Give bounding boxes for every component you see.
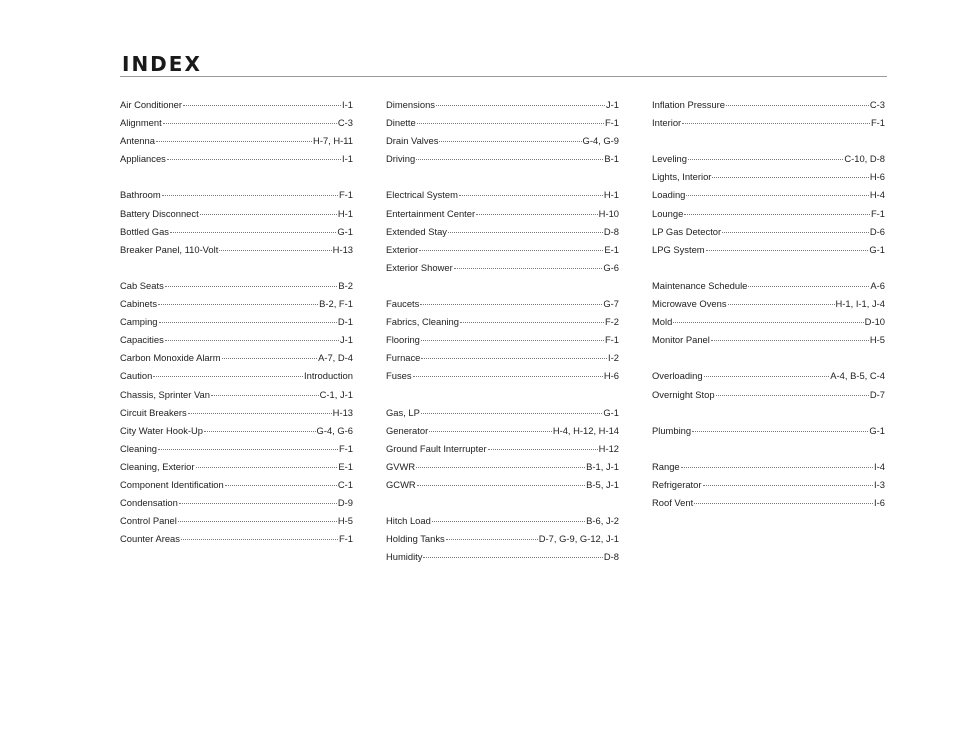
index-spacer <box>652 349 885 367</box>
dot-leader <box>488 449 598 450</box>
index-entry <box>652 458 885 476</box>
index-term: Maintenance Schedule <box>652 279 748 291</box>
index-page-ref: H-6 <box>603 370 619 382</box>
index-page-ref: G-1 <box>337 225 353 237</box>
dot-leader <box>423 557 602 558</box>
index-entry <box>120 277 353 295</box>
index-entry <box>386 530 619 548</box>
index-page-ref: H-10 <box>598 207 619 219</box>
index-term: Entertainment Center <box>386 207 476 219</box>
index-term: Generator <box>386 424 429 436</box>
index-entry <box>652 386 885 404</box>
dot-leader <box>454 268 603 269</box>
dot-leader <box>681 467 873 468</box>
index-term: Monitor Panel <box>652 334 710 346</box>
index-page-ref: I-1 <box>342 153 353 165</box>
index-term: LP Gas Detector <box>652 225 722 237</box>
index-page-ref: Introduction <box>304 370 353 382</box>
index-term: Electrical System <box>386 189 458 201</box>
index-entry <box>386 259 619 277</box>
index-page-ref: D-9 <box>337 497 353 509</box>
index-entry <box>120 150 353 168</box>
index-entry <box>386 205 619 223</box>
index-entry <box>120 349 353 367</box>
index-page-ref: H-1, I-1, J-4 <box>835 298 885 310</box>
index-term: Cabinets <box>120 298 158 310</box>
index-column-3 <box>652 96 885 512</box>
index-entry <box>120 96 353 114</box>
index-entry <box>120 241 353 259</box>
index-spacer <box>386 386 619 404</box>
dot-leader <box>688 159 843 160</box>
index-page-ref: C-3 <box>337 117 353 129</box>
index-spacer <box>120 168 353 186</box>
index-column-2 <box>386 96 619 566</box>
dot-leader <box>162 195 338 196</box>
index-term: Caution <box>120 370 153 382</box>
dot-leader <box>460 322 604 323</box>
index-term: Alignment <box>120 117 162 129</box>
dot-leader <box>703 485 874 486</box>
index-term: Overloading <box>652 370 703 382</box>
index-term: Condensation <box>120 497 178 509</box>
dot-leader <box>712 177 868 178</box>
index-term: Mold <box>652 316 673 328</box>
dot-leader <box>429 431 552 432</box>
index-entry <box>386 114 619 132</box>
dot-leader <box>706 250 869 251</box>
index-page-ref: I-4 <box>874 460 885 472</box>
index-entry <box>386 349 619 367</box>
index-entry <box>652 150 885 168</box>
index-entry <box>120 223 353 241</box>
index-term: Refrigerator <box>652 478 702 490</box>
index-entry <box>652 241 885 259</box>
index-entry <box>386 295 619 313</box>
index-page-ref: D-7, G-9, G-12, J-1 <box>538 533 619 545</box>
dot-leader <box>726 105 869 106</box>
dot-leader <box>417 123 604 124</box>
dot-leader <box>436 105 605 106</box>
index-term: Air Conditioner <box>120 99 183 110</box>
index-page-ref: B-5, J-1 <box>586 478 619 490</box>
index-term: Cleaning <box>120 442 158 454</box>
index-term: Hitch Load <box>386 515 431 527</box>
index-entry <box>386 150 619 168</box>
index-page-ref: B-2 <box>338 279 353 291</box>
index-page-ref: E-1 <box>604 243 619 255</box>
index-page-ref: H-6 <box>869 171 885 183</box>
index-page-ref: B-1 <box>604 153 619 165</box>
index-entry <box>652 422 885 440</box>
index-page-ref: H-1 <box>337 207 353 219</box>
index-page-ref: J-1 <box>605 99 619 110</box>
index-page-ref: J-1 <box>339 334 353 346</box>
index-spacer <box>386 168 619 186</box>
index-entry <box>386 313 619 331</box>
index-entry <box>652 295 885 313</box>
dot-leader <box>682 123 870 124</box>
dot-leader <box>158 304 318 305</box>
index-term: Lounge <box>652 207 684 219</box>
dot-leader <box>704 376 830 377</box>
index-term: Breaker Panel, 110-Volt <box>120 243 219 255</box>
index-page-ref: H-7, H-11 <box>313 135 353 147</box>
index-term: Overnight Stop <box>652 388 715 400</box>
dot-leader <box>476 214 598 215</box>
dot-leader <box>183 105 341 106</box>
index-term: Carbon Monoxide Alarm <box>120 352 221 364</box>
index-term: Faucets <box>386 298 420 310</box>
index-term: Battery Disconnect <box>120 207 199 219</box>
index-page-ref: A-7, D-4 <box>318 352 353 364</box>
dot-leader <box>684 214 870 215</box>
index-entry <box>386 476 619 494</box>
dot-leader <box>417 485 585 486</box>
index-entry <box>652 223 885 241</box>
index-page-ref: D-1 <box>337 316 353 328</box>
index-page-ref: I-3 <box>874 478 885 490</box>
index-page-ref: F-1 <box>604 117 619 129</box>
index-entry <box>120 331 353 349</box>
index-entry <box>120 132 353 150</box>
index-page-ref: H-13 <box>332 243 353 255</box>
index-page-ref: E-1 <box>338 460 353 472</box>
index-entry <box>386 367 619 385</box>
dot-leader <box>156 141 312 142</box>
dot-leader <box>159 322 337 323</box>
index-term: Lights, Interior <box>652 171 712 183</box>
index-entry <box>386 132 619 150</box>
index-spacer <box>386 277 619 295</box>
dot-leader <box>179 503 337 504</box>
index-entry <box>386 186 619 204</box>
index-term: City Water Hook-Up <box>120 424 204 436</box>
index-page-ref: F-1 <box>870 207 885 219</box>
index-page-ref: H-4 <box>869 189 885 201</box>
dot-leader <box>188 413 332 414</box>
index-page-ref: C-1 <box>337 478 353 490</box>
index-term: Control Panel <box>120 515 177 527</box>
dot-leader <box>416 467 585 468</box>
index-page-ref: G-4, G-6 <box>316 424 353 436</box>
dot-leader <box>421 340 604 341</box>
dot-leader <box>196 467 338 468</box>
index-page-ref: H-4, H-12, H-14 <box>552 424 619 436</box>
index-term: Gas, LP <box>386 406 420 418</box>
index-entry <box>120 476 353 494</box>
index-entry <box>120 404 353 422</box>
index-page-ref: H-5 <box>869 334 885 346</box>
dot-leader <box>416 159 603 160</box>
index-entry <box>386 548 619 566</box>
dot-leader <box>728 304 835 305</box>
index-entry <box>652 114 885 132</box>
index-entry <box>386 223 619 241</box>
index-page-ref: A-4, B-5, C-4 <box>830 370 885 382</box>
index-entry <box>120 114 353 132</box>
index-term: Furnace <box>386 352 421 364</box>
index-term: Extended Stay <box>386 225 447 237</box>
index-term: Cleaning, Exterior <box>120 460 195 472</box>
dot-leader <box>222 358 318 359</box>
index-entry <box>386 241 619 259</box>
index-term: Driving <box>386 153 416 165</box>
index-term: Counter Areas <box>120 533 180 545</box>
index-entry <box>120 440 353 458</box>
index-entry <box>652 186 885 204</box>
index-term: Holding Tanks <box>386 533 445 545</box>
dot-leader <box>421 413 602 414</box>
index-page-ref: D-8 <box>603 225 619 237</box>
index-term: Fabrics, Cleaning <box>386 316 459 328</box>
index-page-ref: B-2, F-1 <box>319 298 353 310</box>
dot-leader <box>211 395 319 396</box>
index-page-ref: H-13 <box>332 406 353 418</box>
index-entry <box>652 331 885 349</box>
dot-leader <box>711 340 869 341</box>
dot-leader <box>692 431 868 432</box>
index-entry <box>652 168 885 186</box>
index-page-ref: F-1 <box>338 442 353 454</box>
index-entry <box>120 295 353 313</box>
dot-leader <box>167 159 341 160</box>
index-term: Component Identification <box>120 478 224 490</box>
dot-leader <box>181 539 338 540</box>
index-term: Capacities <box>120 334 164 346</box>
index-page-ref: I-6 <box>874 497 885 509</box>
index-column-1 <box>120 96 353 548</box>
index-term: Ground Fault Interrupter <box>386 442 487 454</box>
dot-leader <box>448 232 603 233</box>
index-page-ref: B-1, J-1 <box>586 460 619 472</box>
index-page-ref: C-3 <box>869 99 885 110</box>
dot-leader <box>673 322 863 323</box>
index-entry <box>120 205 353 223</box>
index-page-ref: F-1 <box>604 334 619 346</box>
index-term: Plumbing <box>652 424 692 436</box>
dot-leader <box>722 232 869 233</box>
index-entry <box>652 367 885 385</box>
index-page-ref: C-10, D-8 <box>844 153 885 165</box>
index-page-ref: D-10 <box>864 316 885 328</box>
dot-leader <box>225 485 337 486</box>
index-page-ref: F-1 <box>338 533 353 545</box>
index-entry <box>652 96 885 114</box>
index-entry <box>386 458 619 476</box>
index-entry <box>652 476 885 494</box>
index-term: Humidity <box>386 551 423 563</box>
dot-leader <box>153 376 303 377</box>
index-entry <box>120 512 353 530</box>
index-entry <box>120 313 353 331</box>
dot-leader <box>158 449 338 450</box>
index-spacer <box>652 132 885 150</box>
dot-leader <box>459 195 603 196</box>
index-spacer <box>652 404 885 422</box>
index-entry <box>120 186 353 204</box>
index-entry <box>120 530 353 548</box>
index-page-ref: D-8 <box>603 551 619 563</box>
index-page-ref: H-1 <box>603 189 619 201</box>
index-term: Dimensions <box>386 99 435 110</box>
index-term: Circuit Breakers <box>120 406 187 418</box>
index-entry <box>120 367 353 385</box>
index-entry <box>652 277 885 295</box>
index-entry <box>386 512 619 530</box>
index-page-ref: G-7 <box>603 298 619 310</box>
dot-leader <box>439 141 581 142</box>
index-page-ref: G-1 <box>869 243 885 255</box>
index-page-ref: F-1 <box>870 117 885 129</box>
index-entry <box>120 458 353 476</box>
index-entry <box>386 96 619 114</box>
index-term: Exterior Shower <box>386 261 453 273</box>
index-page-ref: C-1, J-1 <box>319 388 353 400</box>
dot-leader <box>170 232 336 233</box>
index-term: Camping <box>120 316 158 328</box>
index-term: Loading <box>652 189 686 201</box>
dot-leader <box>421 358 607 359</box>
dot-leader <box>432 521 585 522</box>
index-spacer <box>386 494 619 512</box>
index-entry <box>652 205 885 223</box>
index-page-ref: G-6 <box>603 261 619 273</box>
index-entry <box>120 422 353 440</box>
index-spacer <box>652 259 885 277</box>
index-term: Leveling <box>652 153 687 165</box>
dot-leader <box>446 539 538 540</box>
dot-leader <box>165 340 339 341</box>
index-page-ref: I-2 <box>608 352 619 364</box>
index-term: Bathroom <box>120 189 161 201</box>
index-term: Microwave Ovens <box>652 298 727 310</box>
index-term: Bottled Gas <box>120 225 169 237</box>
index-term: Fuses <box>386 370 412 382</box>
index-term: Antenna <box>120 135 155 147</box>
page-title: INDEX <box>122 52 202 76</box>
dot-leader <box>716 395 869 396</box>
index-term: Inflation Pressure <box>652 99 725 110</box>
index-page-ref: G-1 <box>869 424 885 436</box>
dot-leader <box>419 250 603 251</box>
dot-leader <box>163 123 337 124</box>
dot-leader <box>413 376 603 377</box>
dot-leader <box>694 503 873 504</box>
index-page-ref: I-1 <box>342 99 353 110</box>
dot-leader <box>204 431 316 432</box>
index-entry <box>386 422 619 440</box>
index-spacer <box>652 440 885 458</box>
index-term: Exterior <box>386 243 419 255</box>
index-page-ref: D-7 <box>869 388 885 400</box>
index-term: LPG System <box>652 243 705 255</box>
index-term: Range <box>652 460 680 472</box>
index-term: GCWR <box>386 478 416 490</box>
index-entry <box>652 494 885 512</box>
index-spacer <box>120 259 353 277</box>
index-page-ref: B-6, J-2 <box>586 515 619 527</box>
dot-leader <box>178 521 337 522</box>
dot-leader <box>748 286 869 287</box>
index-term: Interior <box>652 117 682 129</box>
index-page-ref: G-1 <box>603 406 619 418</box>
dot-leader <box>165 286 338 287</box>
index-page-ref: H-12 <box>598 442 619 454</box>
index-entry <box>652 313 885 331</box>
index-entry <box>120 386 353 404</box>
dot-leader <box>200 214 337 215</box>
index-entry <box>386 331 619 349</box>
index-term: Appliances <box>120 153 166 165</box>
index-entry <box>386 440 619 458</box>
index-term: Chassis, Sprinter Van <box>120 388 210 400</box>
index-page-ref: H-5 <box>337 515 353 527</box>
dot-leader <box>219 250 331 251</box>
index-page-ref: F-1 <box>338 189 353 201</box>
title-rule <box>120 76 887 77</box>
index-term: Roof Vent <box>652 497 694 509</box>
index-page-ref: A-6 <box>870 279 885 291</box>
index-page-ref: G-4, G-9 <box>582 135 619 147</box>
index-page-ref: D-6 <box>869 225 885 237</box>
dot-leader <box>686 195 869 196</box>
index-page-ref: F-2 <box>604 316 619 328</box>
index-term: Cab Seats <box>120 279 164 291</box>
index-term: Flooring <box>386 334 420 346</box>
index-entry <box>120 494 353 512</box>
index-term: Drain Valves <box>386 135 439 147</box>
index-term: Dinette <box>386 117 416 129</box>
index-entry <box>386 404 619 422</box>
index-term: GVWR <box>386 460 416 472</box>
dot-leader <box>420 304 602 305</box>
